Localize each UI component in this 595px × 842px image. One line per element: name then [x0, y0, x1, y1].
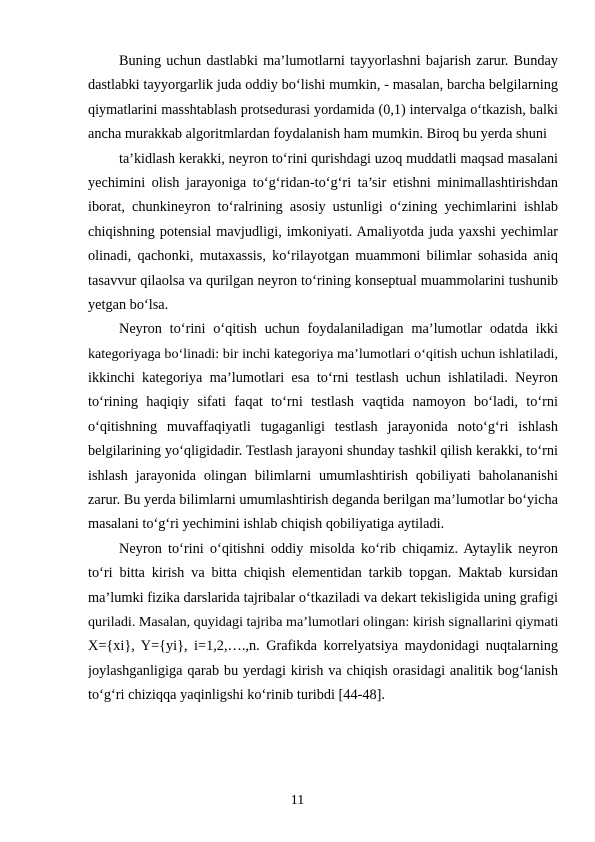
text-line: quriladi. Masalan, quyidagi tajriba ma’lumotlari olingan: kirish signallarini qiymati: [88, 613, 558, 630]
text-line: yechimini olish jarayoniga to‘g‘ridan-to‘g‘ri ta’sir etishni minimallashtirishdan: [88, 174, 558, 191]
text-line: joylashganligiga qarab bu yerdagi kirish va chiqish orasidagi analitik bog‘lanish: [88, 662, 558, 679]
page-body: [88, 49, 558, 708]
text-line: Neyron to‘rini o‘qitish uchun foydalaniladigan ma’lumotlar odatda ikki: [119, 321, 558, 338]
text-line: masalani to‘g‘ri yechimini ishlab chiqish qobiliyatiga aytiladi.: [88, 516, 445, 533]
text-line: ishlash jarayonida olingan bilimlarni umumlashtirish qobiliyati baholananishi: [88, 467, 558, 484]
text-line: olinadi, qachonki, mutaxassis, ko‘rilayotgan muammoni bilimlar sohasida aniq: [88, 248, 558, 265]
paragraph: [88, 49, 558, 147]
text-line: tasavvur qilaolsa va qurilgan neyron to‘rining konseptual muammolarini tushunib: [88, 272, 558, 289]
text-line: to‘g‘ri chiziqqa yaqinligshi ko‘rinib turibdi [44-48].: [88, 687, 385, 704]
text-line: ancha murakkab algoritmlardan foydalanish ham mumkin. Biroq bu yerda shuni: [88, 126, 547, 143]
text-line: zarur. Bu yerda bilimlarni umumlashtirish deganda berilgan ma’lumotlar bo‘yicha: [88, 492, 558, 509]
text-line: ta’kidlash kerakki, neyron to‘rini qurishdagi uzoq muddatli maqsad masalani: [119, 150, 558, 167]
text-line: X={xi}, Y={yi}, i=1,2,….,n. Grafikda korrelyatsiya maydonidagi nuqtalarning: [88, 638, 558, 655]
text-line: o‘qitishning muvaffaqiyatli tugaganligi testlash jarayonida noto‘g‘ri ishlash: [88, 418, 558, 435]
paragraph: [88, 537, 558, 708]
text-line: Buning uchun dastlabki ma’lumotlarni tayyorlashni bajarish zarur. Bunday: [119, 53, 558, 69]
text-line: to‘ri bitta kirish va bitta chiqish elementidan tarkib topgan. Maktab kursidan: [88, 565, 558, 582]
text-line: qiymatlarini masshtablash protsedurasi yordamida (0,1) intervalga o‘tkazish, balki: [88, 101, 558, 118]
page-number: 11: [290, 793, 305, 808]
paragraph: [88, 317, 558, 537]
text-line: ikkinchi kategoriya ma’lumotlari esa to‘rni testlash uchun ishlatiladi. Neyron: [88, 370, 558, 387]
text-line: ma’lumki fizika darslarida tajribalar o‘tkaziladi va dekart tekisligida uning grafigi: [88, 589, 558, 606]
paragraph: [88, 147, 558, 318]
text-line: kategoriyaga bo‘linadi: bir inchi kategoriya ma’lumotlari o‘qitish uchun ishlatiladi,: [88, 345, 558, 362]
text-line: to‘rining haqiqiy sifati faqat to‘rni testlash vaqtida namoyon bo‘ladi, to‘rni: [88, 394, 558, 411]
text-line: Neyron to‘rini o‘qitishni oddiy misolda ko‘rib chiqamiz. Aytaylik neyron: [119, 540, 558, 557]
text-line: dastlabki tayyorgarlik juda oddiy bo‘lishi mumkin, - masalan, barcha belgilarning: [88, 77, 558, 94]
text-line: iborat, chunkineyron to‘ralrining asosiy ustunligi o‘zining yechimlarini ishlab: [88, 199, 558, 216]
text-line: belgilarining yo‘qligidadir. Testlash jarayoni shunday tashkil qilish kerakki, to‘rni: [88, 443, 558, 460]
text-line: yetgan bo‘lsa.: [88, 296, 169, 313]
text-line: chiqishning potensial mavjudligi, imkoniyati. Amaliyotda juda yaxshi yechimlar: [88, 223, 558, 240]
